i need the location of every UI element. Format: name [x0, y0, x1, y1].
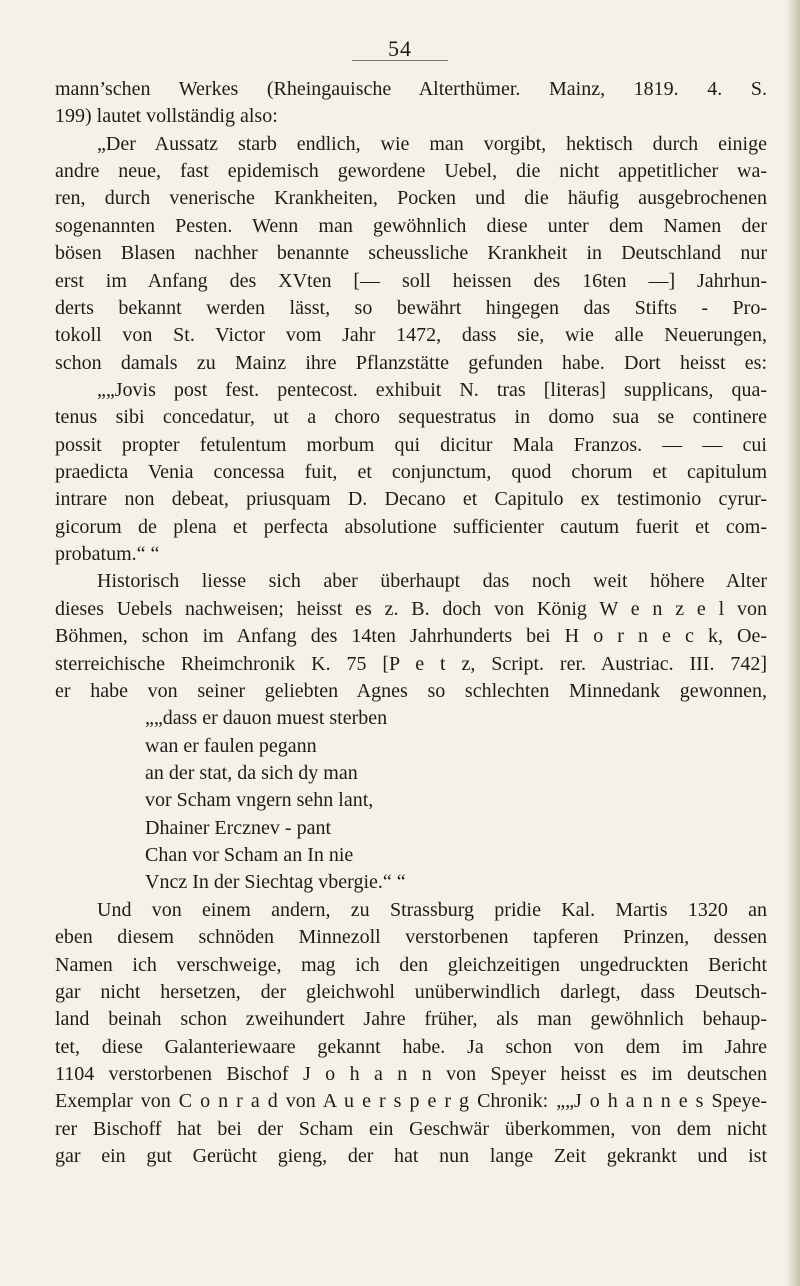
text-line: ren, durch venerische Krankheiten, Pocken und die häufig ausgebrochenen [55, 187, 767, 210]
text-line: sogenannten Pesten. Wenn man gewöhnlich diese unter dem Namen der [55, 214, 767, 237]
text-line: „„dass er dauon muest sterben [145, 707, 388, 730]
text-line: possit propter fetulentum morbum qui dicitur Mala Franzos. — — cui [55, 433, 767, 456]
text-line: er habe von seiner geliebten Agnes so schlechten Minnedank gewonnen, [55, 679, 767, 702]
text-line: Chan vor Scham an In nie [145, 844, 354, 867]
text-line: intrare non debeat, priusquam D. Decano et Capitulo ex testimonio cyrur- [55, 488, 767, 511]
text-line: „Der Aussatz starb endlich, wie man vorgibt, hektisch durch einige [97, 132, 767, 155]
text-line: gicorum de plena et perfecta absolutione sufficienter cautum fuerit et com- [55, 515, 767, 538]
text-line: schon damals zu Mainz ihre Pflanzstätte gefunden habe. Dort heisst es: [55, 351, 767, 374]
text-line: gar nicht hersetzen, der gleichwohl unüberwindlich darlegt, dass Deutsch- [55, 980, 767, 1003]
page-edge [786, 0, 800, 1286]
page-number: 54 [388, 36, 412, 61]
text-line: wan er faulen pegann [145, 734, 317, 757]
text-line: Historisch liesse sich aber überhaupt das noch weit höhere Alter [97, 570, 767, 593]
text-line: rer Bischoff hat bei der Scham ein Geschwär überkommen, von dem nicht [55, 1117, 767, 1140]
text-line: probatum.“ “ [55, 543, 160, 566]
text-line: bösen Blasen nachher benannte scheussliche Krankheit in Deutschland nur [55, 242, 767, 265]
text-line: praedicta Venia concessa fuit, et conjunctum, quod chorum et capitulum [55, 461, 767, 484]
text-line: gar ein gut Gerücht gieng, der hat nun lange Zeit gekrankt und ist [55, 1145, 767, 1168]
text-line: derts bekannt werden lässt, so bewährt hingegen das Stifts - Pro- [55, 296, 767, 319]
body-text [55, 76, 767, 1170]
text-line: erst im Anfang des XVten [— soll heissen des 16ten —] Jahrhun- [55, 269, 767, 292]
text-line: Böhmen, schon im Anfang des 14ten Jahrhunderts bei H o r n e c k, Oe- [55, 625, 767, 648]
text-line: 1104 verstorbenen Bischof J o h a n n von Speyer heisst es im deutschen [55, 1062, 767, 1085]
text-line: an der stat, da sich dy man [145, 761, 358, 784]
text-line: sterreichische Rheimchronik K. 75 [P e t z, Script. rer. Austriac. III. 742] [55, 652, 767, 675]
text-line: land beinah schon zweihundert Jahre früher, als man gewöhnlich behaup- [55, 1008, 767, 1031]
text-line: tet, diese Galanteriewaare gekannt habe. Ja schon von dem im Jahre [55, 1035, 767, 1058]
text-line: mann’schen Werkes (Rheingauische Alterthümer. Mainz, 1819. 4. S. [55, 78, 767, 100]
text-line: tokoll von St. Victor vom Jahr 1472, dass sie, wie alle Neuerungen, [55, 324, 767, 347]
text-line: dieses Uebels nachweisen; heisst es z. B. doch von König W e n z e l von [55, 597, 767, 620]
text-line: Dhainer Ercznev - pant [145, 816, 332, 839]
text-line: tenus sibi concedatur, ut a choro sequestratus in domo sua se continere [55, 406, 767, 429]
text-line: vor Scham vngern sehn lant, [145, 789, 374, 812]
text-line: Und von einem andern, zu Strassburg pridie Kal. Martis 1320 an [97, 898, 767, 921]
text-line: Namen ich verschweige, mag ich den gleichzeitigen ungedruckten Bericht [55, 953, 767, 976]
page-number-rule [352, 60, 448, 61]
text-line: „„Jovis post fest. pentecost. exhibuit N. tras [literas] supplicans, qua- [97, 378, 767, 401]
text-line: Vncz In der Siechtag vbergie.“ “ [145, 871, 406, 894]
text-line: 199) lautet vollständig also: [55, 105, 278, 128]
text-line: Exemplar von C o n r a d von A u e r s p e r g Chronik: „„J o h a n n e s Speye- [55, 1090, 767, 1113]
text-line: andre neue, fast epidemisch gewordene Uebel, die nicht appetitlicher wa- [55, 160, 767, 183]
text-line: eben diesem schnöden Minnezoll verstorbenen tapferen Prinzen, dessen [55, 926, 767, 949]
